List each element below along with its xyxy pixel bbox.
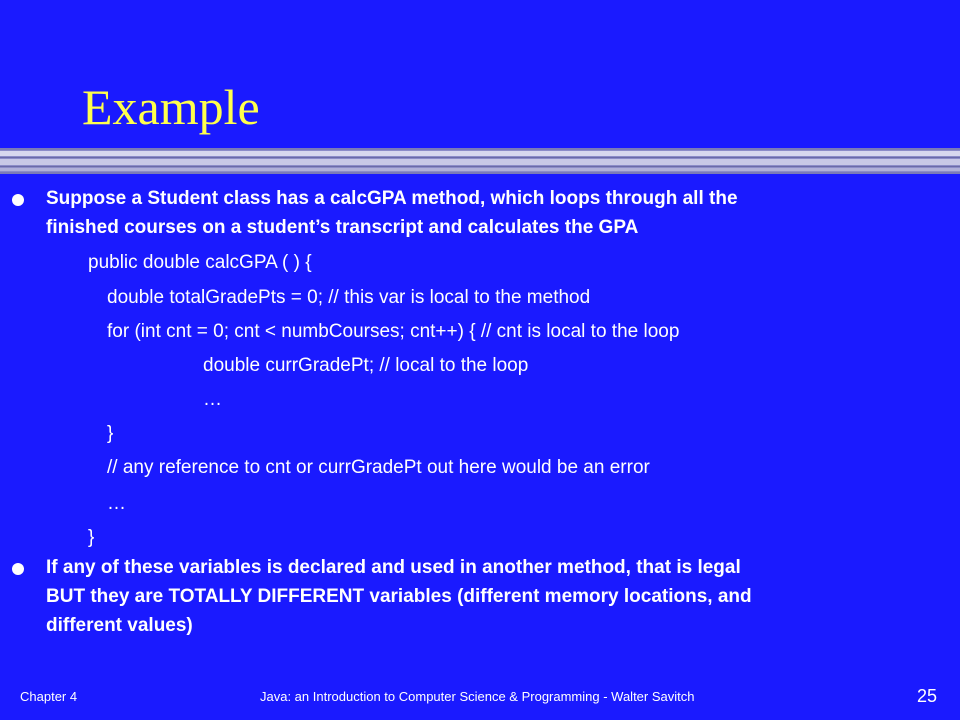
footer-book-title: Java: an Introduction to Computer Science & Programming - Walter Savitch [260, 689, 695, 704]
bullet-text [46, 184, 946, 242]
code-line: public double calcGPA ( ) { [88, 252, 312, 273]
code-line: } [107, 423, 114, 444]
code-line: … [107, 493, 126, 514]
footer-chapter: Chapter 4 [20, 689, 78, 704]
bullet-text [46, 553, 946, 640]
bullet-line: finished courses on a student’s transcript and calculates the GPA [46, 217, 639, 238]
code-line: for (int cnt = 0; cnt < numbCourses; cnt++) { // cnt is local to the loop [107, 321, 680, 342]
code-line: … [203, 389, 222, 410]
bullet-dot [12, 194, 24, 206]
title-divider [0, 148, 960, 174]
code-line: double currGradePt; // local to the loop [203, 355, 529, 376]
code-line: // any reference to cnt or currGradePt out here would be an error [107, 457, 650, 478]
bullet-line: If any of these variables is declared and used in another method, that is legal [46, 557, 741, 578]
bullet-line: different values) [46, 615, 193, 636]
bullet-dot [12, 563, 24, 575]
bullet-line: BUT they are TOTALLY DIFFERENT variables (different memory locations, and [46, 586, 752, 607]
slide-title: Example [82, 79, 260, 135]
code-line: double totalGradePts = 0; // this var is local to the method [107, 287, 591, 308]
bullet-line: Suppose a Student class has a calcGPA method, which loops through all the [46, 188, 738, 209]
code-line: } [88, 527, 95, 548]
page-number: 25 [916, 686, 937, 706]
